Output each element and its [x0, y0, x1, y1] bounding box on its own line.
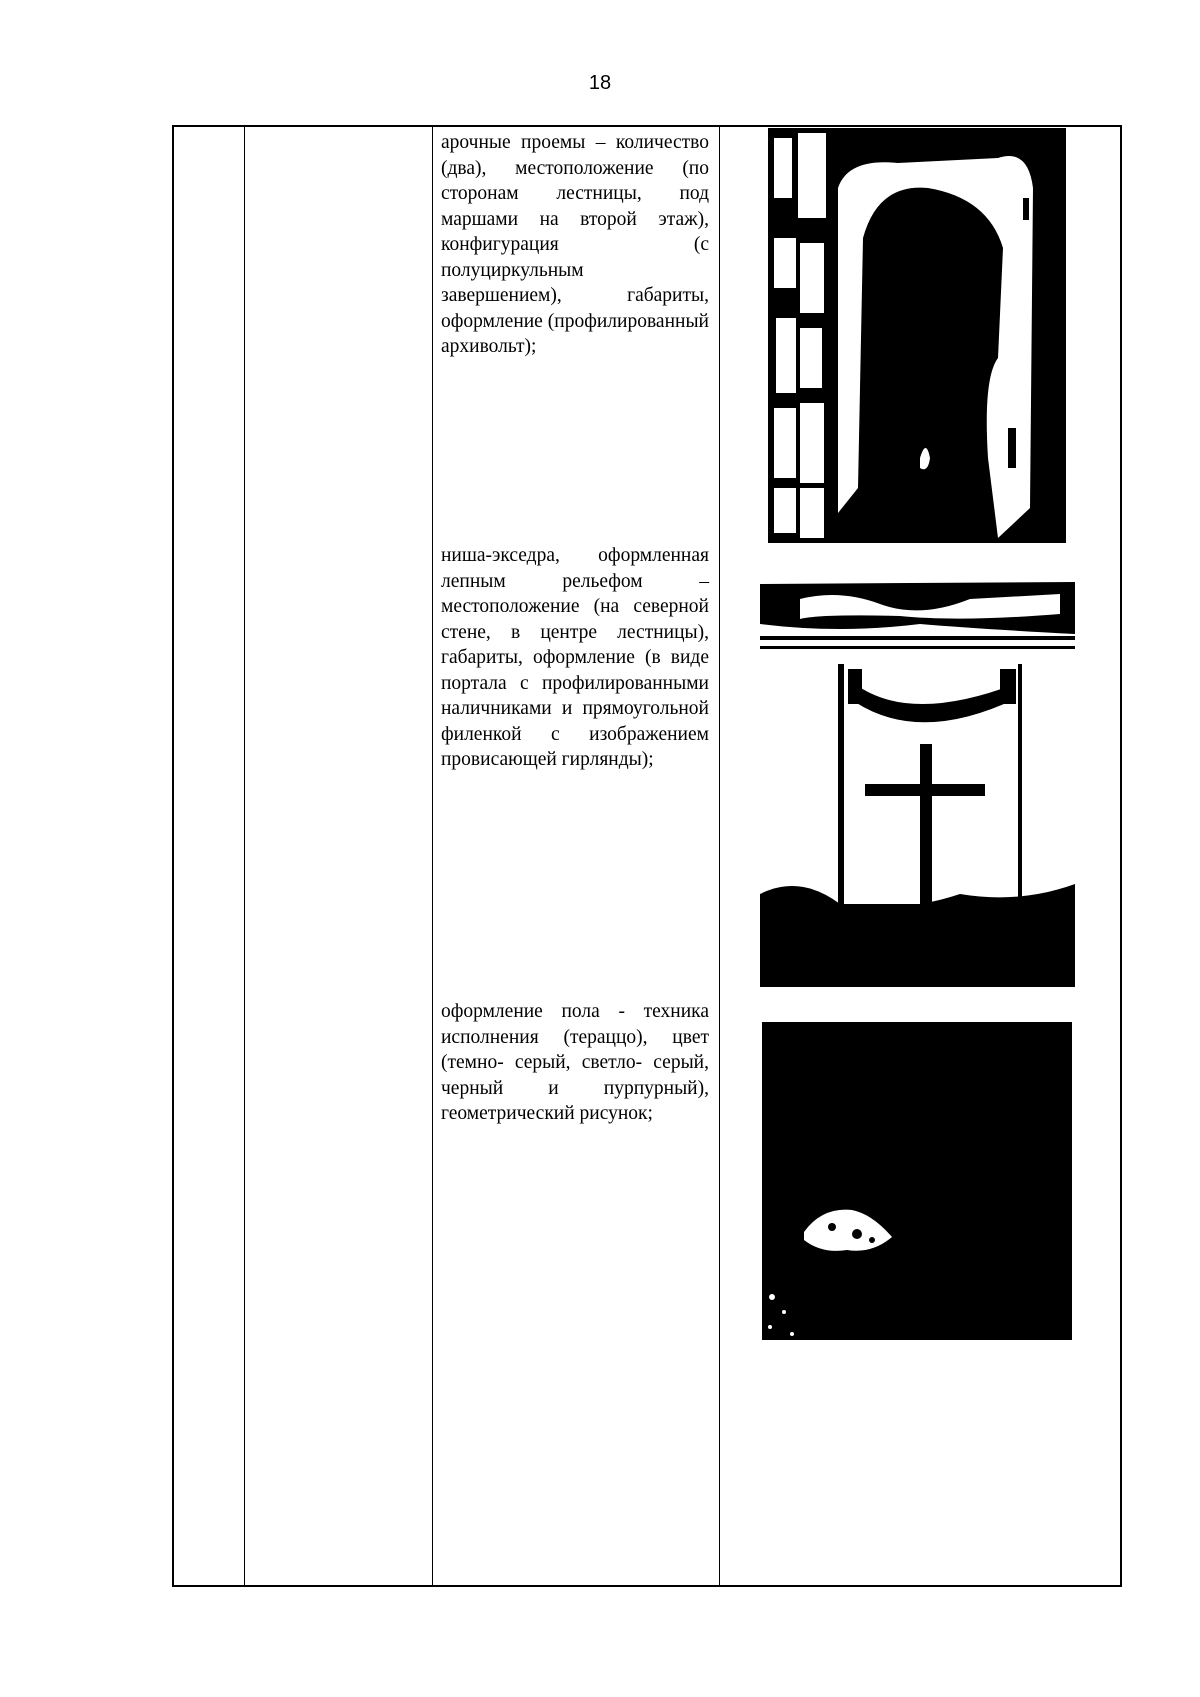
column-divider-3: [719, 127, 720, 1585]
floor-terrazzo-photo: [762, 1022, 1072, 1344]
element-description-arched-openings: арочные проемы – количество (два), местоположение (по сторонам лестницы, под маршами на второй этаж), конфигурация (с полуциркульным завершением), габариты, оформление (профилированный архивольт);: [441, 132, 709, 357]
element-description-niche-exedra: ниша-экседра, оформленная лепным рельефом – местоположение (на северной стене, в центре лестницы), габариты, оформление (в виде портала с профилированными наличниками и прямоугольной филенкой с изображением провисающей гирлянды);: [441, 545, 709, 770]
arched-opening-photo: [768, 128, 1066, 543]
page-number: 18: [588, 72, 612, 94]
column-divider-2: [432, 127, 433, 1585]
element-description-floor: оформление пола - техника исполнения (тераццо), цвет (темно- серый, светло- серый, черный и пурпурный), геометрический рисунок;: [441, 1001, 709, 1124]
column-divider-1: [244, 127, 245, 1585]
niche-exedra-photo: [760, 574, 1075, 987]
